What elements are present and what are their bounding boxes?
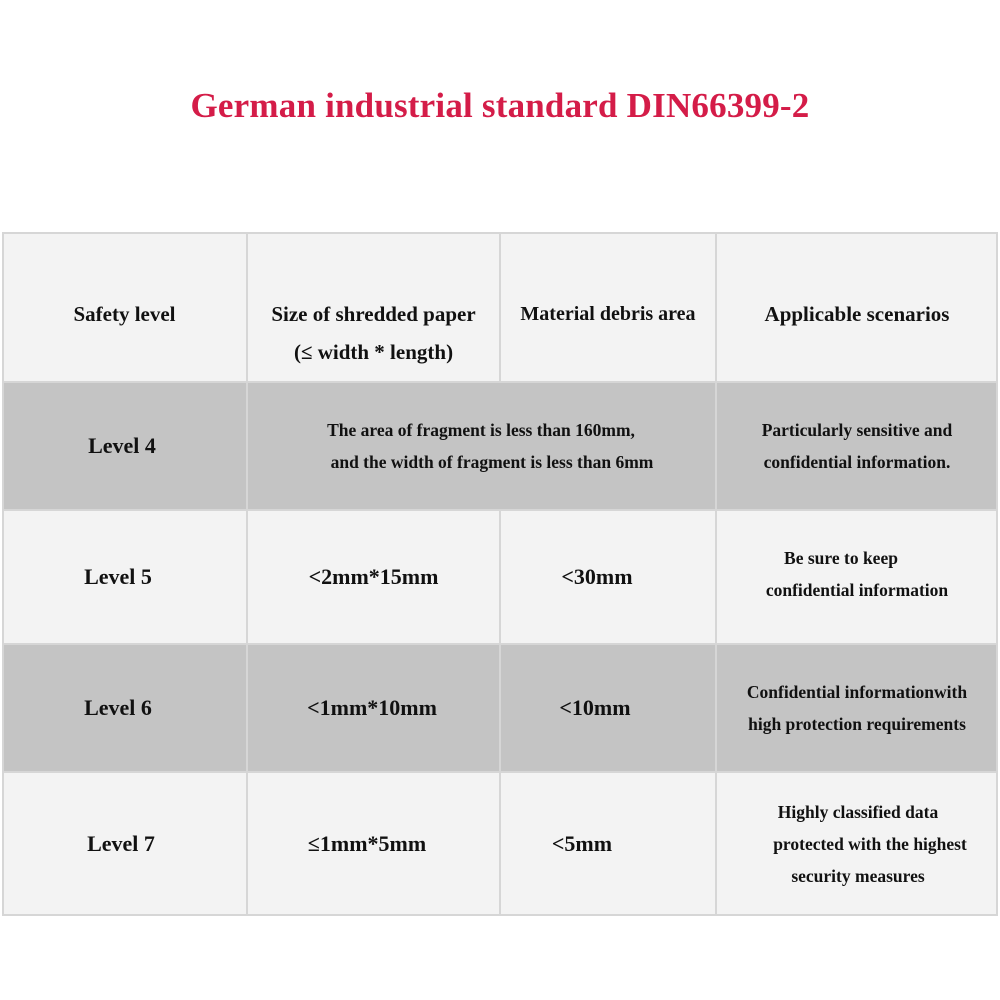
page-title: German industrial standard DIN66399-2 <box>190 86 810 125</box>
table-border <box>2 232 998 916</box>
size-cell: ≤1mm*5mm <box>307 831 427 856</box>
area-cell: <30mm <box>561 564 633 589</box>
header-safety-level: Safety level <box>73 302 176 326</box>
area-cell: <10mm <box>559 695 631 720</box>
scenario-cell: Particularly sensitive and confidential information. <box>761 420 953 472</box>
header-applicable-scenarios: Applicable scenarios <box>764 302 950 326</box>
level-cell: Level 6 <box>84 695 152 720</box>
size-cell: <1mm*10mm <box>307 695 437 720</box>
scenario-cell: Be sure to keep confidential information <box>765 548 949 600</box>
header-size-of-shredded-paper: Size of shredded paper (≤ width * length) <box>271 302 476 364</box>
scenario-cell: Highly classified data protected with the highest security measures <box>773 802 967 886</box>
din-standard-table <box>2 232 998 916</box>
level-cell: Level 7 <box>87 831 155 856</box>
size-cell: <2mm*15mm <box>308 564 439 589</box>
merged-size-area-cell: The area of fragment is less than 160mm, and the width of fragment is less than 6mm <box>327 420 654 472</box>
level-cell: Level 5 <box>84 564 152 589</box>
area-cell: <5mm <box>551 831 613 856</box>
scenario-cell: Confidential informationwith high protection requirements <box>746 682 968 734</box>
header-material-debris-area: Material debris area <box>520 303 696 325</box>
level-cell: Level 4 <box>88 433 156 458</box>
